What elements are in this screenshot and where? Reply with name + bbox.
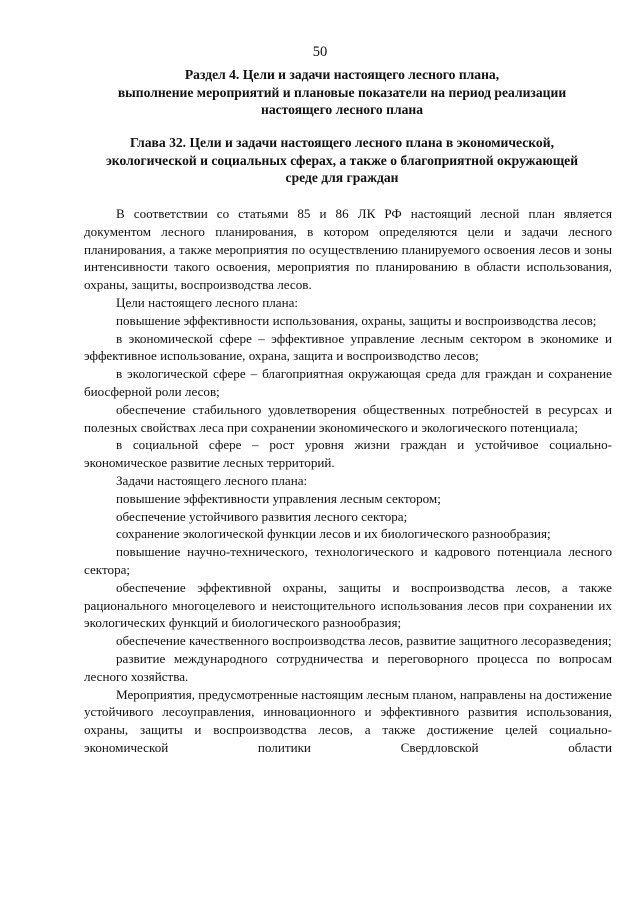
- paragraph: в экономической сфере – эффективное управление лесным сектором в экономике и эффективное использование, охрана, защита и воспроизводство лесов;: [84, 330, 612, 364]
- paragraph: повышение эффективности использования, охраны, защиты и воспроизводства лесов;: [116, 312, 597, 328]
- paragraph: обеспечение стабильного удовлетворения общественных потребностей в ресурсах и полезных свойствах леса при сохранении экономического и экологического потенциала;: [84, 401, 612, 435]
- paragraph: В соответствии со статьями 85 и 86 ЛК РФ настоящий лесной план является документом лесного планирования, в котором определяются цели и задачи лесного планирования, а также мероприятия по осуществлению планируемого освоения лесов и зоны интенсивности такого освоения, мероприятия по планированию в области использования, охраны, защиты, воспроизводства лесов.: [84, 206, 612, 293]
- paragraph: в социальной сфере – рост уровня жизни граждан и устойчивое социально-экономическое развитие лесных территорий.: [84, 437, 612, 471]
- chapter-heading-line: Глава 32. Цели и задачи настоящего лесного плана в экономической,: [130, 135, 554, 150]
- section-heading: [60, 66, 624, 119]
- body-text: [84, 205, 612, 757]
- paragraph: повышение научно-технического, технологического и кадрового потенциала лесного сектора;: [84, 544, 612, 577]
- paragraph: в экологической сфере – благоприятная окружающая среда для граждан и сохранение биосферной роли лесов;: [84, 366, 612, 399]
- chapter-heading-line: среде для граждан: [285, 170, 399, 185]
- paragraph: Цели настоящего лесного плана:: [116, 294, 299, 310]
- paragraph: обеспечение эффективной охраны, защиты и воспроизводства лесов, а также рационального многоцелевого и неистощительного использования лесов при сохранении их экологических функций и биологического разнообразия;: [84, 579, 612, 631]
- paragraph: сохранение экологической функции лесов и их биологического разнообразия;: [116, 526, 551, 542]
- section-heading-line: выполнение мероприятий и плановые показатели на период реализации: [117, 84, 567, 100]
- page-number: 50: [312, 44, 328, 60]
- chapter-heading: [60, 134, 624, 187]
- paragraph: обеспечение устойчивого развития лесного сектора;: [116, 508, 408, 524]
- chapter-heading-line: экологической и социальных сферах, а также о благоприятной окружающей: [105, 152, 579, 168]
- section-heading-line: Раздел 4. Цели и задачи настоящего лесного плана,: [184, 67, 500, 82]
- paragraph: Мероприятия, предусмотренные настоящим лесным планом, направлены на достижение устойчивого лесоуправления, инновационного и эффективного развития использования, охраны, защиты и воспроизводства лесов, а также достижение целей социально-экономической политики Свердловской области: [84, 686, 612, 755]
- paragraph: обеспечение качественного воспроизводства лесов, развитие защитного лесоразведения;: [116, 633, 612, 649]
- paragraph: развитие международного сотрудничества и переговорного процесса по вопросам лесного хозяйства.: [84, 650, 612, 684]
- section-heading-line: настоящего лесного плана: [261, 102, 423, 117]
- paragraph: повышение эффективности управления лесным сектором;: [116, 490, 441, 506]
- paragraph: Задачи настоящего лесного плана:: [116, 472, 308, 488]
